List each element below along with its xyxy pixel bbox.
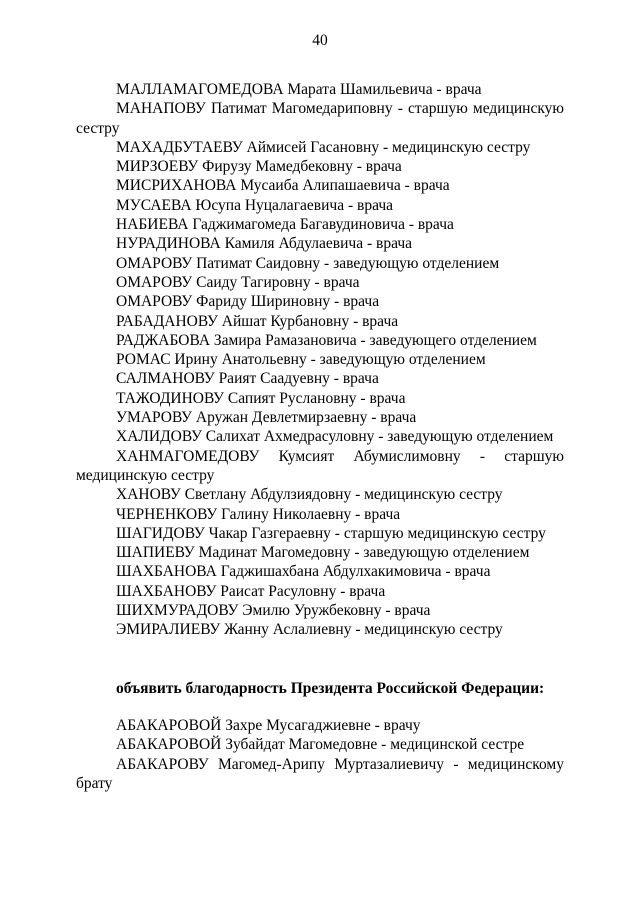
list-item: МУСАЕВА Юсупа Нуцалагаевича - врача [116, 196, 394, 214]
list-item: ШИХМУРАДОВУ Эмилю Уружбековну - врача [116, 602, 431, 620]
list-item: МАХАДБУТАЕВУ Аймисей Гасановну - медицинскую сестру [116, 138, 531, 156]
list-item: МАНАПОВУ Патимат Магомедариповну - старшую медицинскую сестру [76, 100, 564, 137]
list-item: ОМАРОВУ Фариду Шириновну - врача [116, 293, 380, 311]
list-item: АБАКАРОВОЙ Зубайдат Магомедовне - медицинской сестре [116, 736, 525, 754]
list-item: ХАНМАГОМЕДОВУ Кумсият Абумислимовну - старшую медицинскую сестру [76, 447, 564, 484]
page-number: 40 [312, 32, 328, 49]
list-item: ЭМИРАЛИЕВУ Жанну Аслалиевну - медицинскую сестру [116, 621, 503, 639]
list-item: САЛМАНОВУ Раият Саадуевну - врача [116, 370, 379, 388]
list-item: РАДЖАБОВА Замира Рамазановича - заведующего отделением [116, 331, 537, 349]
list-item: МИСРИХАНОВА Мусаиба Алипашаевича - врача [116, 177, 450, 195]
list-item: РАБАДАНОВУ Айшат Курбановну - врача [116, 312, 399, 330]
list-item: НАБИЕВА Гаджимагомеда Багавудиновича - врача [116, 216, 454, 234]
list-item: АБАКАРОВОЙ Захре Мусагаджиевне - врачу [116, 717, 421, 734]
list-item: ХАЛИДОВУ Салихат Ахмедрасуловну - заведующую отделением [116, 428, 554, 446]
list-item: ХАНОВУ Светлану Абдулзиядовну - медицинскую сестру [116, 486, 503, 504]
list-item: ТАЖОДИНОВУ Сапият Руслановну - врача [116, 389, 406, 407]
list-item: ОМАРОВУ Патимат Саидовну - заведующую отделением [116, 254, 500, 272]
list-item: ШАГИДОВУ Чакар Газгераевну - старшую медицинскую сестру [116, 524, 546, 542]
list-item: НУРАДИНОВА Камиля Абдулаевича - врача [116, 235, 412, 253]
award-list [76, 80, 564, 640]
list-item: УМАРОВУ Аружан Девлетмирзаевну - врача [116, 409, 417, 427]
list-item: ЧЕРНЕНКОВУ Галину Николаевну - врача [116, 505, 401, 523]
list-item: ШАХБАНОВУ Раисат Расуловну - врача [116, 582, 386, 600]
list-item: МИРЗОЕВУ Фирузу Мамедбековну - врача [116, 158, 402, 176]
list-item: ШАХБАНОВА Гаджишахбана Абдулхакимовича - врача [116, 563, 491, 581]
gratitude-list [76, 716, 564, 793]
list-item: РОМАС Ирину Анатольевну - заведующую отделением [116, 351, 486, 369]
list-item: ШАПИЕВУ Мадинат Магомедовну - заведующую отделением [116, 544, 530, 562]
section-heading: объявить благодарность Президента Российской Федерации: [116, 680, 545, 697]
list-item: МАЛЛАМАГОМЕДОВА Марата Шамильевича - врача [116, 81, 482, 98]
list-item: ОМАРОВУ Саиду Тагировну - врача [116, 273, 360, 291]
list-item: АБАКАРОВУ Магомед-Арипу Муртазалиевичу - медицинскому брату [76, 755, 564, 792]
